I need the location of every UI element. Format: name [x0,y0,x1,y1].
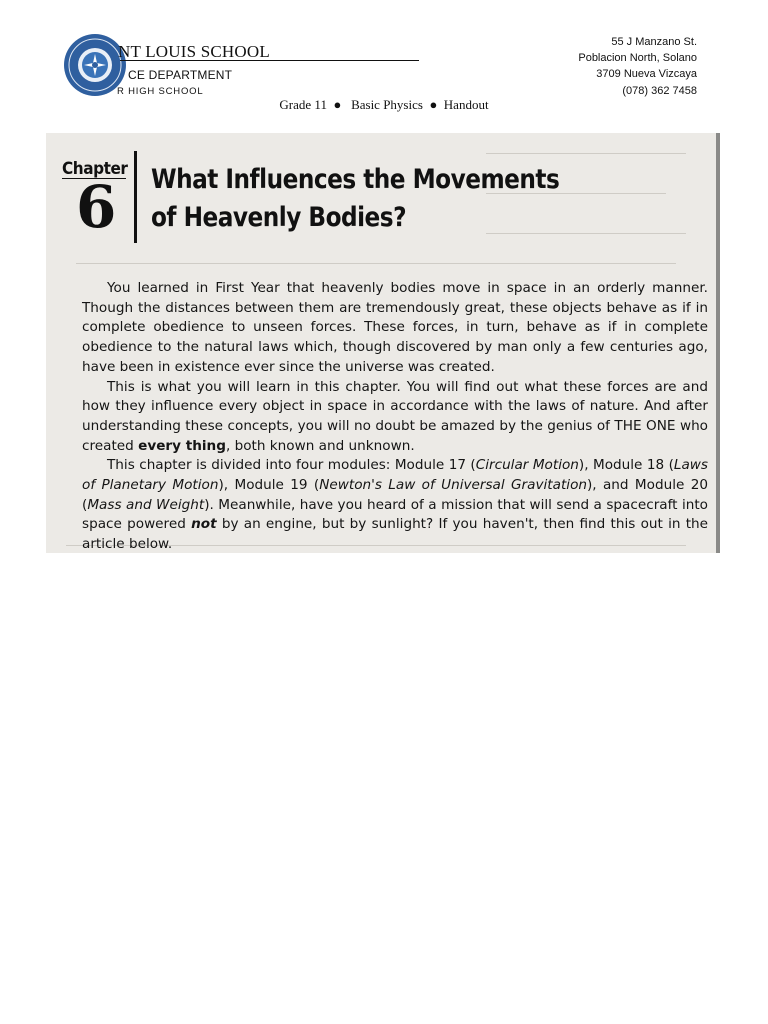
emphasis-not: not [191,516,217,533]
module-17-title: Circular Motion [475,457,579,474]
header-divider [120,60,419,61]
text-run: ), Module 18 ( [578,457,674,474]
module-18-title: Laws of Planetary Motion [82,457,708,494]
bold-phrase: every thing [138,437,226,454]
module-19-title: Newton's Law of Universal Gravitation [319,477,587,494]
department-name: CE DEPARTMENT [128,68,233,82]
chapter-title-line1: What Influences the Movements [151,164,560,195]
chapter-number: 6 [76,173,117,241]
school-address [578,34,697,99]
scan-edge-shadow [716,133,720,553]
text-run: ). Meanwhile, have you heard of a mission that will send a spacecraft into space powered [82,496,708,533]
scanned-chapter-page [46,133,720,553]
text-run: ), and Module 20 ( [82,477,708,513]
subtitle-type: Handout [443,97,489,112]
text-run: , both known and unknown. [225,437,415,454]
bullet-icon: ● [333,97,342,112]
address-province: 3709 Nueva Vizcaya [596,68,697,81]
text-run: This chapter is divided into four modules: Module 17 ( [107,457,476,474]
intro-paragraph-1: You learned in First Year that heavenly bodies move in space in an orderly manner. Though the distances between them are tremendously great, these objects behave as if in complete obedience to unseen forces. These forces, in turn, behave as if in complete obedience to the natural laws which, though discovered by man only a few centuries ago, have been in existence ever since the universe was created. [82,280,708,375]
text-run: This is what you will learn in this chapter. You will find out what these forces are and how they influence every object in space in accordance with the laws of nature. And after understanding these concepts, you will no doubt be amazed by the genius of THE ONE who created [82,378,708,454]
chapter-title [151,161,559,237]
intro-paragraph-2 [82,378,708,457]
address-town: Poblacion North, Solano [578,52,697,65]
bleed-through-line [486,153,686,154]
module-20-title: Mass and Weight [87,496,205,513]
subtitle-grade: Grade 11 [279,97,327,112]
school-name: NT LOUIS SCHOOL [118,42,270,61]
subtitle-subject: Basic Physics [351,97,423,112]
address-street: 55 J Manzano St. [611,36,697,48]
chapter-title-line2: of Heavenly Bodies? [151,202,407,233]
intro-paragraph-3 [82,456,708,553]
chapter-intro-text [82,279,708,553]
text-run: ), Module 19 ( [218,477,320,494]
chapter-divider [134,151,137,243]
school-level: R HIGH SCHOOL [117,86,204,97]
text-run: by an engine, but by sunlight? If you haven't, then find this out in the article below. [82,516,709,553]
bullet-icon: ● [429,97,438,112]
bleed-through-line [76,263,676,264]
handout-subtitle [0,97,768,113]
chapter-label: Chapter [62,159,128,179]
address-phone: (078) 362 7458 [622,84,697,97]
